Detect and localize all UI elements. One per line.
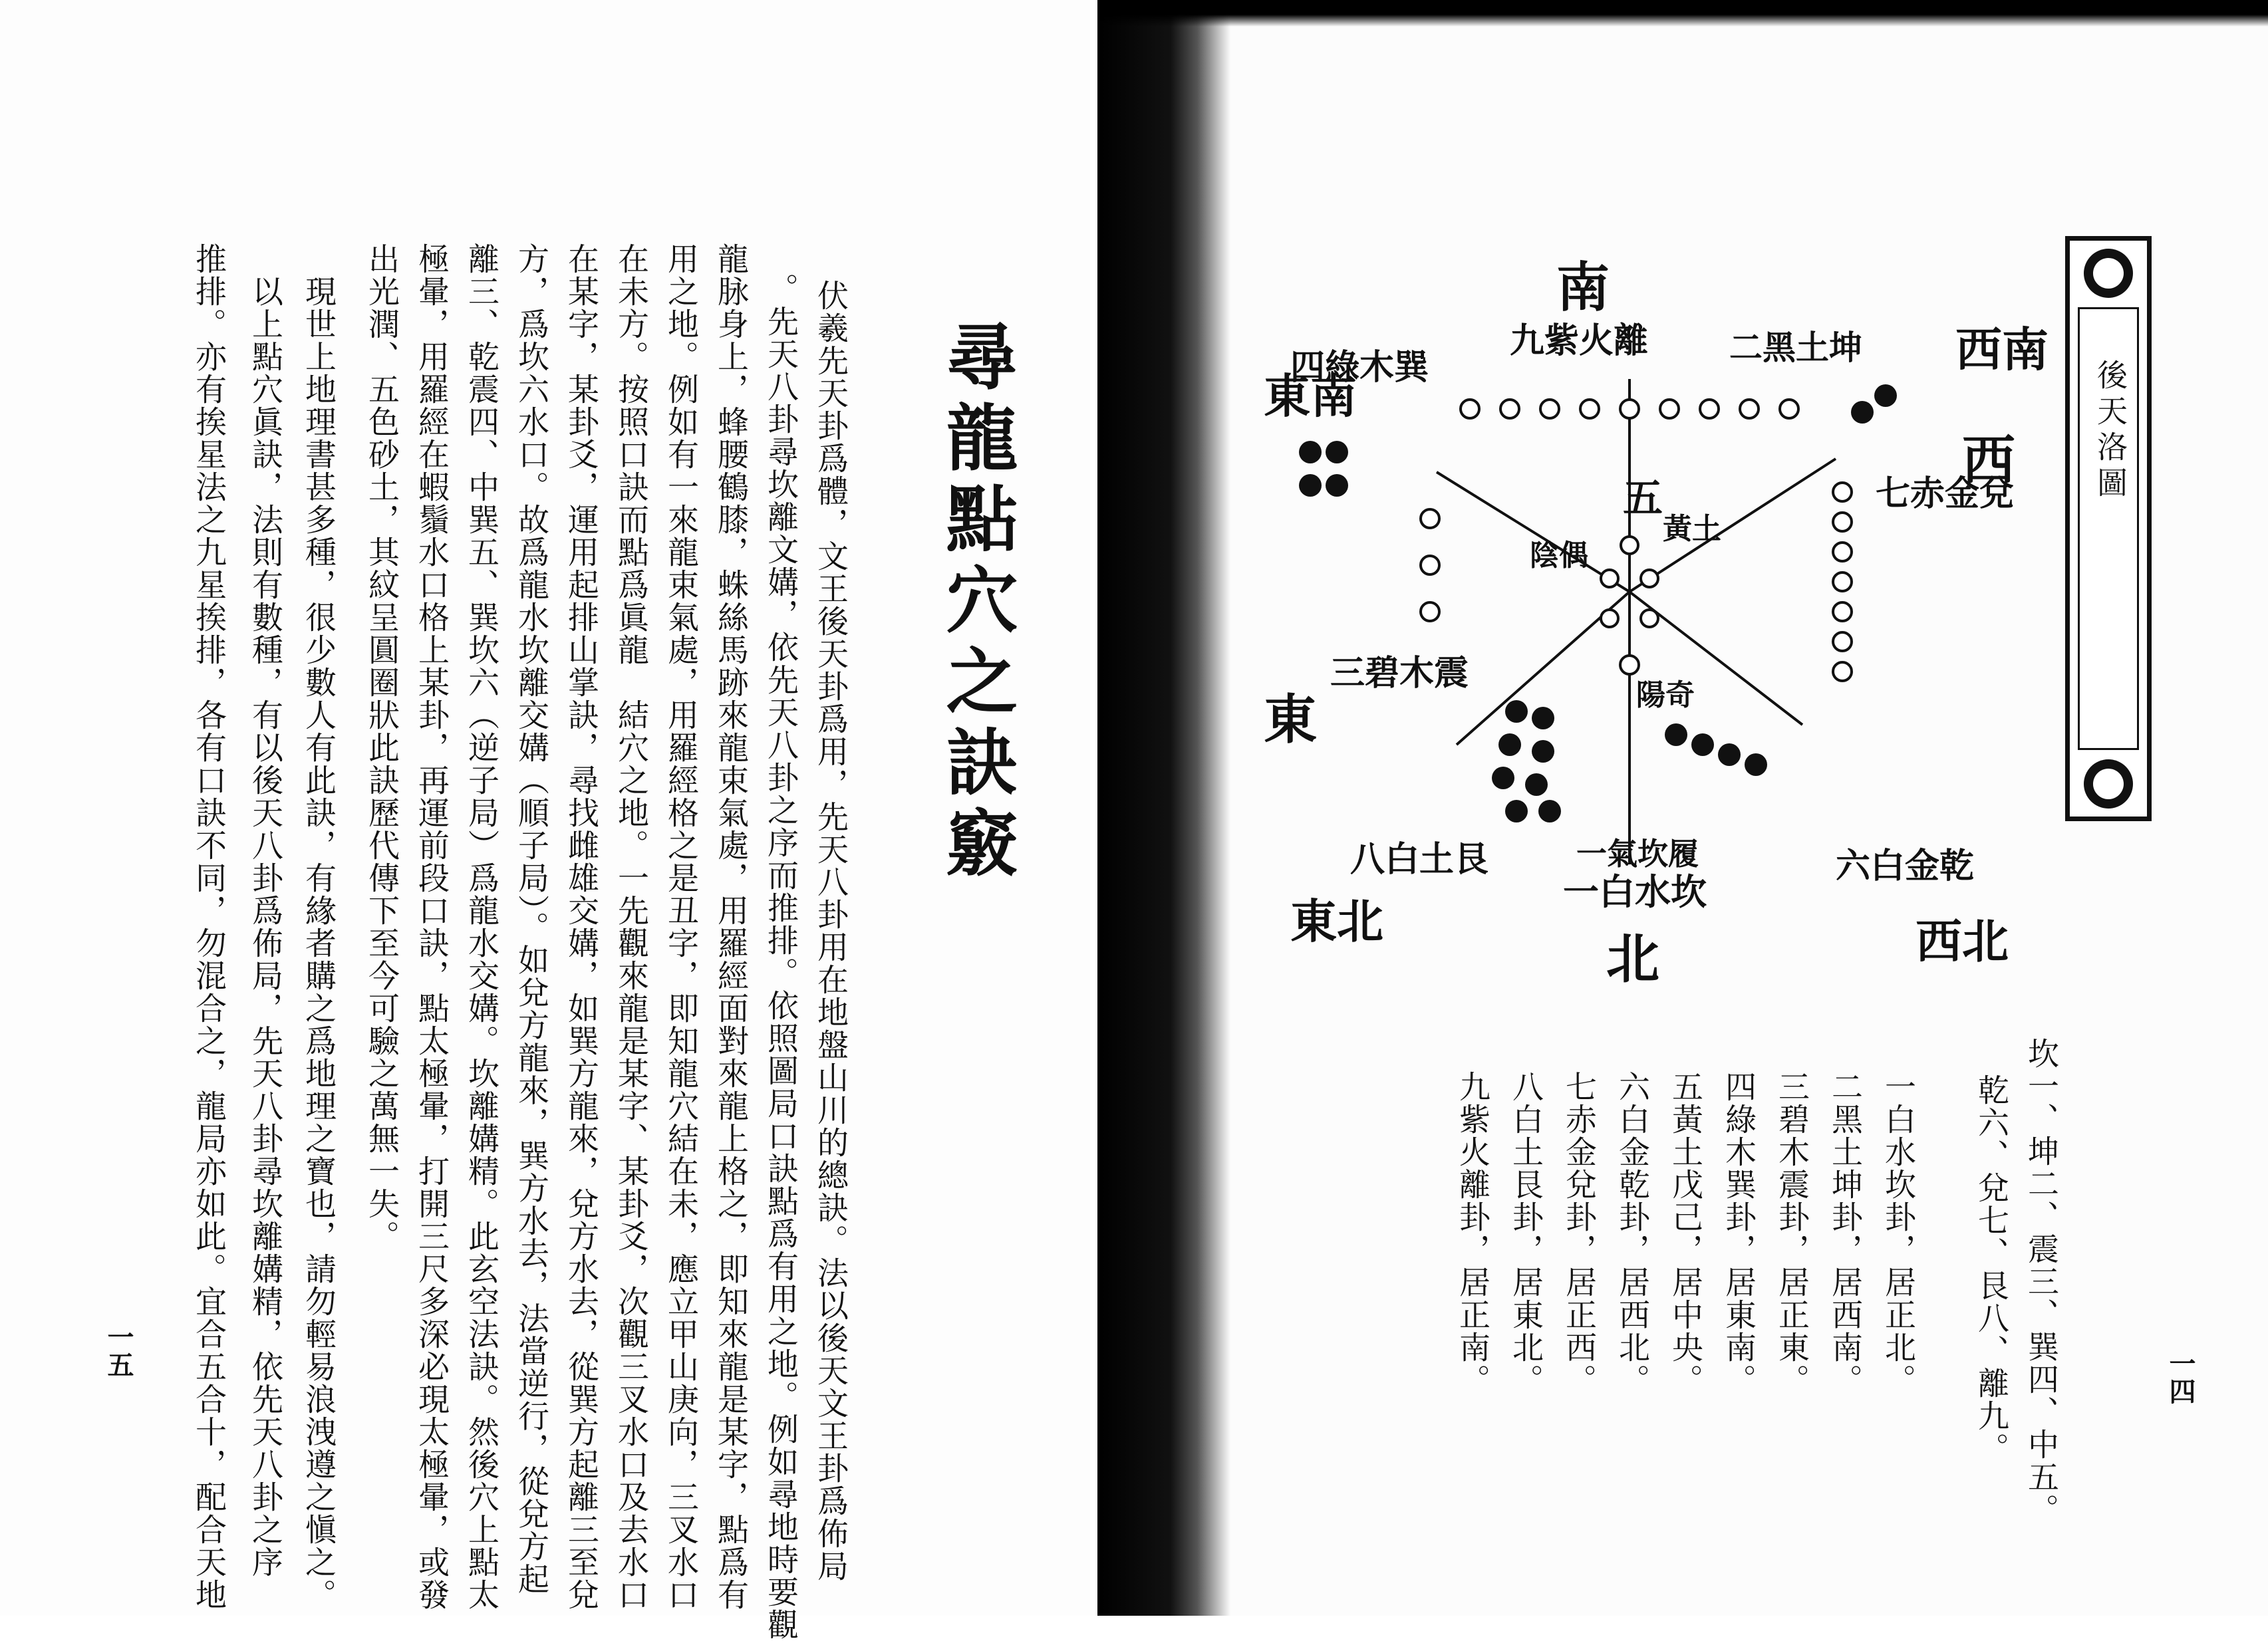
label-south-text: 九紫火離 [1510,320,1649,361]
list-item: 七赤金兌卦，居正西。 [1560,1071,1597,1396]
paragraph-line: 出光潤、五色砂土，其紋呈圓圈狀此訣歷代傳下至今可驗之萬無一失。 [363,243,400,1253]
list-item: 六白金乾卦，居西北。 [1614,1071,1650,1396]
page-number: 一四 [2165,1350,2196,1406]
list-item: 一白水坎卦，居正北。 [1880,1071,1916,1396]
ring-ornament-icon [2084,759,2133,809]
list-item: 五黃土戊己，居中央。 [1667,1071,1703,1396]
label-southeast-text: 四綠木巽 [1290,347,1429,388]
paragraph-line: 推排。亦有挨星法之九星挨排，各有口訣不同，勿混合之，龍局亦如此。宜合五合十，配合天地 [190,243,227,1611]
paragraph-line: 龍脉身上，蜂腰鶴膝，蛛絲馬跡來龍束氣處，用羅經面對來龍上格之，即知來龍是某字，點爲有 [712,243,749,1611]
label-west-text: 七赤金兌 [1876,473,2015,514]
list-intro-line: 坎一、坤二、震三、巽四、中五。 [2023,1037,2059,1526]
label-north-text: 一白水坎 [1563,870,1707,913]
list-item: 二黑土坤卦，居西南。 [1826,1071,1863,1396]
paragraph-line: 現世上地理書甚多種，很少數人有此訣，有緣者購之爲地理之寶也，請勿輕易浪洩遵之愼之。 [300,243,337,1611]
paragraph-line: 在未方。按照口訣而點爲眞龍 結穴之地。一先觀來龍是某字、某卦爻，次觀三叉水口及去水口 [613,243,649,1611]
label-east-text: 三碧木震 [1330,653,1469,694]
label-north-sub: 一氣坎履 [1576,836,1699,872]
page-number: 一五 [103,1323,134,1379]
label-center-yang: 陽奇 [1636,678,1695,712]
scan-edge-shadow [1097,0,2268,27]
seven-dots-icon [1833,483,1852,681]
paragraph-line: 離三、乾震四、中巽五、巽坎六（逆子局）爲龍水交媾。坎離媾精。此玄空法訣。然後穴上點太 [463,243,499,1611]
luoshu-diagram [1250,193,2049,1064]
left-page [0,0,1097,1641]
label-north: 北 [1606,928,1659,990]
page-title: 尋龍點穴之訣竅 [934,319,1018,887]
label-east: 東 [1264,688,1317,751]
diagram-title-frame [2065,236,2152,821]
ring-ornament-icon [2084,249,2133,298]
label-center-yin: 陰偶 [1530,539,1588,572]
list-item: 八白土艮卦，居東北。 [1507,1071,1544,1396]
paragraph-line: 用之地。例如有一來龍束氣處，用羅經格之是丑字，即知龍穴結在未，應立甲山庚向，三叉水口 [662,243,699,1611]
paragraph-line: 以上點穴眞訣，法則有數種，有以後天八卦爲佈局，先天八卦尋坎離媾精，依先天八卦之序 [247,243,283,1578]
label-southeast: 東南 [1264,368,1357,424]
paragraph-line: 伏羲先天卦爲體，文王後天卦爲用，先天八卦用在地盤山川的總訣。法以後天文王卦爲佈局 [812,279,849,1582]
label-northeast: 東北 [1290,894,1383,949]
list-item: 九紫火離卦，居正南。 [1454,1071,1490,1396]
list-item: 四綠木巽卦，居東南。 [1720,1071,1757,1396]
book-gutter-shadow [1097,0,1230,1616]
label-southwest: 西南 [1955,322,2049,377]
label-center-text: 黃土 [1663,512,1721,546]
paragraph-line: 在某字，某卦爻，運用起排山掌訣，尋找雌雄交媾，如巽方龍來，兌方水去，從巽方起離三至兌 [563,243,599,1611]
label-northwest-text: 六白金乾 [1836,846,1975,886]
label-northwest: 西北 [1915,914,2009,969]
label-southwest-text: 二黑土坤 [1729,328,1862,367]
label-west: 西 [1962,429,2015,491]
paragraph-line: 。先天八卦尋坎離文媾，依先天八卦之序而推排。依照圖局口訣點爲有用之地。例如尋地時要觀 [762,273,799,1641]
filled-dots-icon [1299,384,1897,822]
label-south: 南 [1556,256,1610,318]
one-dot-icon [1620,656,1639,674]
label-center-five: 五 [1623,475,1663,522]
paragraph-line: 極暈，用羅經在蝦鬚水口格上某卦，再運前段口訣，點太極暈，打開三尺多深必現太極暈，或發 [413,243,450,1611]
nine-dots-icon [1461,400,1798,418]
diagram-title: 後天洛圖 [2092,359,2128,503]
label-northeast-text: 八白土艮 [1350,839,1489,880]
branch-line [1437,472,1630,592]
list-intro-line: 乾六、兌七、艮八、離九。 [1973,1074,2009,1465]
list-item: 三碧木震卦，居正東。 [1773,1071,1810,1396]
three-dots-icon [1421,509,1439,621]
paragraph-line: 方，爲坎六水口。故爲龍水坎離交媾（順子局）。如兌方龍來，巽方水去，法當逆行，從兌方起 [513,243,549,1596]
